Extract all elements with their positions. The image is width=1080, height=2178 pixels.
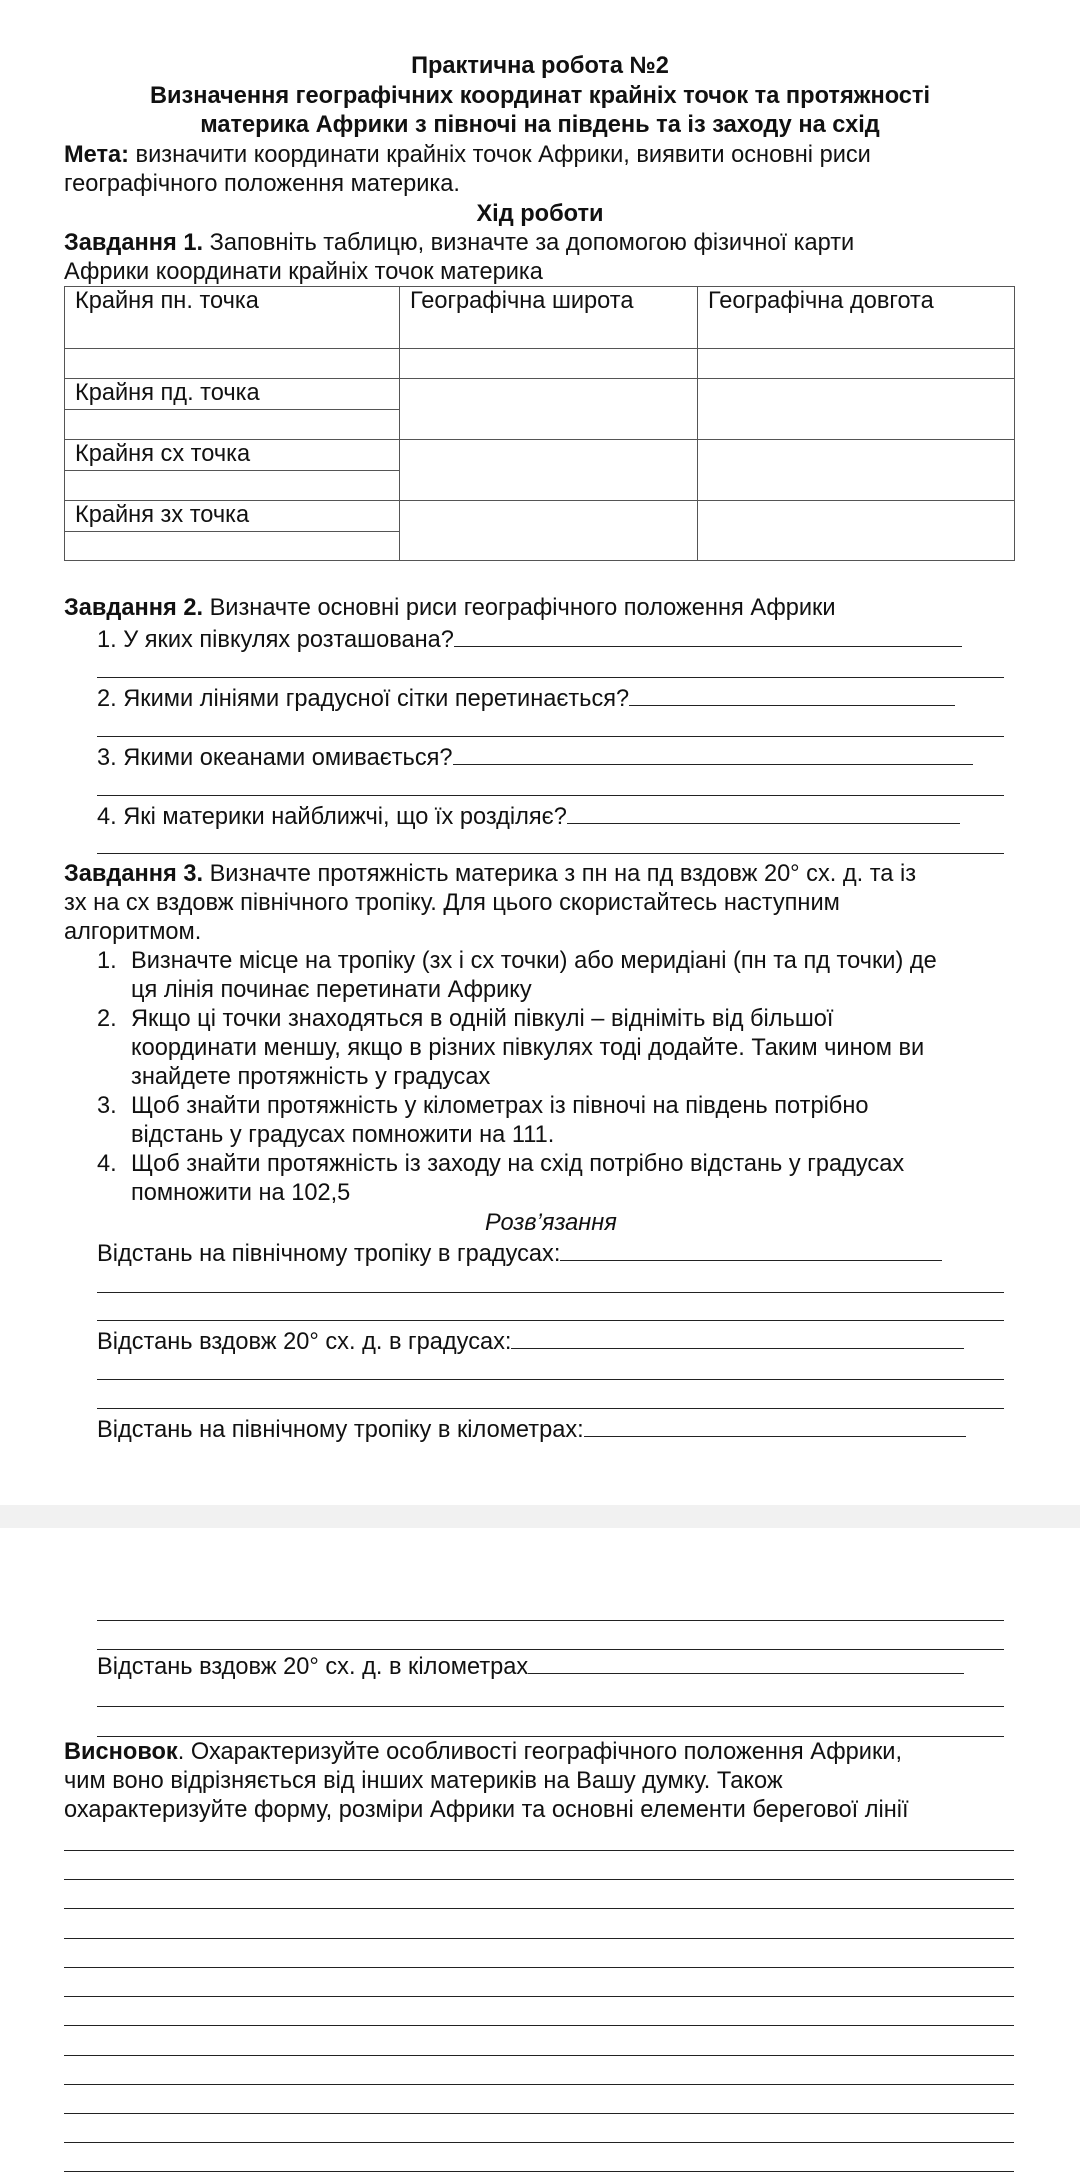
answer-meridian-degrees: Відстань вздовж 20° сх. д. в градусах: bbox=[97, 1326, 964, 1357]
answer-line[interactable] bbox=[64, 1850, 1014, 1851]
cell-input[interactable] bbox=[65, 532, 400, 561]
answer-line[interactable] bbox=[97, 677, 1004, 678]
table-header-north: Крайня пн. точка bbox=[65, 287, 400, 349]
step-number: 3. bbox=[97, 1093, 117, 1119]
progress-heading: Хід роботи bbox=[476, 201, 604, 227]
task2-question-4: 4. Які материки найближчі, що їх розділяє? bbox=[97, 801, 960, 832]
table-row-label-south: Крайня пд. точка bbox=[65, 379, 400, 410]
cell-input[interactable] bbox=[698, 501, 1015, 561]
table-row bbox=[65, 501, 1015, 532]
answer-line[interactable] bbox=[97, 1620, 1004, 1621]
answer-meridian-km: Відстань вздовж 20° сх. д. в кілометрах bbox=[97, 1651, 964, 1682]
answer-line[interactable] bbox=[64, 1879, 1014, 1880]
answer-line[interactable] bbox=[64, 1967, 1014, 1968]
cell-input[interactable] bbox=[698, 379, 1015, 440]
step-number: 2. bbox=[97, 1006, 117, 1032]
cell-input[interactable] bbox=[65, 349, 400, 379]
table-row-label-east: Крайня сх точка bbox=[65, 440, 400, 471]
task2-question-2: 2. Якими лініями градусної сітки перетинається? bbox=[97, 683, 955, 714]
answer-line[interactable] bbox=[97, 1292, 1004, 1293]
table-header-longitude: Географічна довгота bbox=[698, 287, 1015, 349]
page-title: Практична робота №2 bbox=[411, 53, 669, 79]
worksheet-page-2 bbox=[0, 1528, 1080, 2178]
cell-input[interactable] bbox=[698, 440, 1015, 501]
cell-input[interactable] bbox=[400, 501, 698, 561]
step-text: Визначте місце на тропіку (зх і сх точки) або меридіані (пн та пд точки) де bbox=[131, 948, 937, 974]
cell-input[interactable] bbox=[65, 471, 400, 501]
solution-heading: Розв’язання bbox=[485, 1210, 617, 1236]
task3-line3: алгоритмом. bbox=[64, 919, 202, 945]
cell-input[interactable] bbox=[65, 410, 400, 440]
task2-question-1: 1. У яких півкулях розташована? bbox=[97, 624, 962, 655]
answer-line[interactable] bbox=[64, 1996, 1014, 1997]
extreme-points-table bbox=[64, 286, 1015, 561]
cell-input[interactable] bbox=[400, 379, 698, 440]
answer-blank[interactable] bbox=[584, 1414, 966, 1437]
answer-line[interactable] bbox=[97, 853, 1004, 854]
table-row bbox=[65, 379, 1015, 410]
task2-question-3: 3. Якими океанами омивається? bbox=[97, 742, 973, 773]
answer-line[interactable] bbox=[64, 2171, 1014, 2172]
step-text: Якщо ці точки знаходяться в одній півкулі – відніміть від більшої bbox=[131, 1006, 834, 1032]
page-subtitle-line1: Визначення географічних координат крайніх точок та протяжності bbox=[149, 83, 931, 109]
answer-blank[interactable] bbox=[454, 624, 962, 647]
table-row bbox=[65, 349, 1015, 379]
answer-line[interactable] bbox=[97, 1408, 1004, 1409]
task1-line2: Африки координати крайніх точок материка bbox=[64, 259, 543, 285]
task3-line2: зх на сх вздовж північного тропіку. Для цього скористайтесь наступним bbox=[64, 890, 840, 916]
step-text: знайдете протяжність у градусах bbox=[131, 1064, 491, 1090]
cell-input[interactable] bbox=[698, 349, 1015, 379]
conclusion-line3: охарактеризуйте форму, розміри Африки та основні елементи берегової лінії bbox=[64, 1797, 909, 1823]
answer-line[interactable] bbox=[97, 1649, 1004, 1650]
table-header-latitude: Географічна широта bbox=[400, 287, 698, 349]
step-text: Щоб знайти протяжність із заходу на схід потрібно відстань у градусах bbox=[131, 1151, 905, 1177]
conclusion-line1: Висновок. Охарактеризуйте особливості географічного положення Африки, bbox=[64, 1739, 903, 1765]
answer-line[interactable] bbox=[64, 1908, 1014, 1909]
task3-line1: Завдання 3. Визначте протяжність материка з пн на пд вздовж 20° сх. д. та із bbox=[64, 861, 917, 887]
answer-blank[interactable] bbox=[528, 1651, 964, 1674]
cell-input[interactable] bbox=[400, 349, 698, 379]
answer-line[interactable] bbox=[64, 2113, 1014, 2114]
step-text: відстань у градусах помножити на 111. bbox=[131, 1122, 555, 1148]
answer-line[interactable] bbox=[97, 1320, 1004, 1321]
step-text: Щоб знайти протяжність у кілометрах із півночі на південь потрібно bbox=[131, 1093, 869, 1119]
answer-line[interactable] bbox=[97, 795, 1004, 796]
answer-blank[interactable] bbox=[567, 801, 960, 824]
answer-tropic-degrees: Відстань на північному тропіку в градусах: bbox=[97, 1238, 942, 1269]
cell-input[interactable] bbox=[400, 440, 698, 501]
answer-line[interactable] bbox=[97, 1379, 1004, 1380]
page-gap bbox=[0, 1505, 1080, 1528]
answer-blank[interactable] bbox=[560, 1238, 942, 1261]
step-text: координати меншу, якщо в різних півкулях тоді додайте. Таким чином ви bbox=[131, 1035, 925, 1061]
answer-line[interactable] bbox=[64, 2084, 1014, 2085]
table-row bbox=[65, 440, 1015, 471]
answer-line[interactable] bbox=[64, 2055, 1014, 2056]
table-header-row bbox=[65, 287, 1015, 349]
answer-line[interactable] bbox=[64, 1938, 1014, 1939]
answer-blank[interactable] bbox=[629, 683, 955, 706]
answer-line[interactable] bbox=[97, 1706, 1004, 1707]
goal-line1: Мета: визначити координати крайніх точок Африки, виявити основні риси bbox=[64, 142, 871, 168]
answer-line[interactable] bbox=[97, 1736, 1004, 1737]
table-row-label-west: Крайня зх точка bbox=[65, 501, 400, 532]
answer-blank[interactable] bbox=[511, 1326, 964, 1349]
conclusion-line2: чим воно відрізняється від інших материків на Вашу думку. Також bbox=[64, 1768, 783, 1794]
step-text: ця лінія починає перетинати Африку bbox=[131, 977, 532, 1003]
answer-line[interactable] bbox=[64, 2142, 1014, 2143]
answer-blank[interactable] bbox=[453, 742, 973, 765]
goal-line2: географічного положення материка. bbox=[64, 171, 460, 197]
task1-line1: Завдання 1. Заповніть таблицю, визначте за допомогою фізичної карти bbox=[64, 230, 855, 256]
step-number: 1. bbox=[97, 948, 117, 974]
answer-tropic-km: Відстань на північному тропіку в кілометрах: bbox=[97, 1414, 966, 1445]
page-subtitle-line2: материка Африки з півночі на південь та із заходу на схід bbox=[200, 112, 880, 138]
answer-line[interactable] bbox=[64, 2025, 1014, 2026]
task2-heading: Завдання 2. Визначте основні риси географічного положення Африки bbox=[64, 595, 836, 621]
answer-line[interactable] bbox=[97, 736, 1004, 737]
step-number: 4. bbox=[97, 1151, 117, 1177]
step-text: помножити на 102,5 bbox=[131, 1180, 351, 1206]
